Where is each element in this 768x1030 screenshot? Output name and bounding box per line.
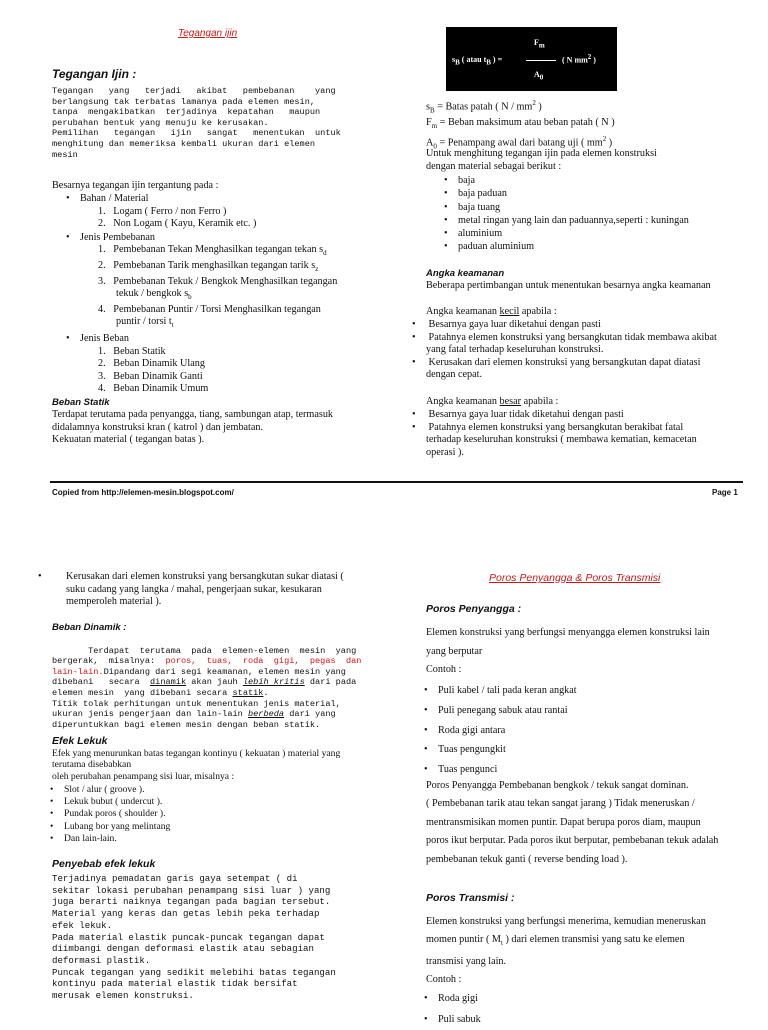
list-item: • Lekuk bubut ( undercut ). (64, 796, 170, 808)
formula-unit: ( N $mm^2$ ) (562, 53, 596, 65)
list-item: • Slot / alur ( groove ). (64, 784, 170, 796)
list-item: • aluminium (458, 227, 689, 240)
list-item: • Puli sabuk (438, 1009, 481, 1030)
kecil-list (426, 319, 746, 382)
list-item-cont: yang fatal terhadap keseluruhan konstruksi. (426, 344, 604, 356)
fraction-bar (526, 60, 556, 61)
poros-title: Poros Penyangga & Poros Transmisi (489, 572, 661, 584)
list-item: • Tuas pengunci (438, 760, 577, 780)
efek-lekuk-heading: Efek Lekuk (52, 735, 108, 747)
text-line: mentransmisikan momen puntir. Dapat berupa poros diam, maupun (426, 816, 701, 828)
text-line: pembebanan tekuk ganti ( reverse bending load ). (426, 853, 628, 865)
list-item-cont: tekuk / bengkok $s_b$ (116, 288, 192, 302)
list-item: • Kerusakan dari elemen konstruksi yang bersangkutan dapat diatasi (426, 357, 746, 370)
list-item: • paduan aluminium (458, 240, 689, 253)
list-item: • baja tuang (458, 201, 689, 214)
text-line: terutama disebabkan (52, 759, 132, 771)
text-line: oleh perubahan penampang sisi luar, misalnya : (52, 770, 235, 782)
list-item: 4. Pembebanan Puntir / Torsi Menghasilkan tegangan (98, 303, 321, 315)
list-item: • Kerusakan dari elemen konstruksi yang bersangkutan sukar diatasi ( (52, 571, 382, 584)
efek-lekuk-list (64, 784, 170, 845)
list-item-cont: memperoleh material ). (66, 596, 162, 608)
text-line: ( Pembebanan tarik atau tekan sangat jarang ) Tidak meneruskan / (426, 798, 695, 810)
text-line: Terdapat terutama pada penyangga, tiang, sambungan atap, termasuk (52, 409, 334, 420)
text-line: Efek yang menurunkan batas tegangan kontinyu ( kekuatan ) material yang (52, 748, 341, 759)
list-item: • baja paduan (458, 187, 689, 200)
list-item: 2. Pembebanan Tarik menghasilkan tegangan tarik $s_z$ (98, 260, 319, 274)
formula-lhs: $s_B$ ( atau $t_B$ ) = (452, 55, 503, 67)
poros-transmisi-heading: Poros Transmisi : (426, 892, 515, 904)
beban-dinamik-heading: Beban Dinamik : (52, 622, 127, 633)
list-item: • Roda gigi (438, 988, 481, 1009)
bahan-list (80, 193, 380, 396)
formula-numerator: $F_m$ (534, 38, 545, 50)
list-item-cont: terhadap keseluruhan konstruksi ( membawa kematian, kemacetan (426, 434, 697, 446)
text-line: Poros Penyangga Pembebanan bengkok / tekuk sangat dominan. (426, 780, 689, 791)
list-item: 2. Beban Dinamik Ulang (98, 358, 205, 370)
footer-page-number: Page 1 (712, 488, 738, 497)
list-item: 3. Pembebanan Tekuk / Bengkok Menghasilkan tegangan (98, 275, 338, 287)
list-item-cont: dengan cepat. (426, 369, 483, 381)
poros-penyangga-heading: Poros Penyangga : (426, 603, 522, 615)
list-item: 1. Logam ( Ferro / non Ferro ) (98, 205, 227, 217)
list-item: • Dan lain-lain. (64, 833, 170, 845)
formula-box (446, 27, 617, 91)
list-item: • Roda gigi antara (438, 721, 577, 741)
list-item: • Puli penegang sabuk atau rantai (438, 701, 577, 721)
list-item: • Besarnya gaya luar diketahui dengan pasti (426, 319, 746, 332)
angka-text: Beberapa pertimbangan untuk menentukan besarnya angka keamanan (426, 280, 711, 291)
list-item: • Patahnya elemen konstruksi yang bersangkutan tidak membawa akibat (426, 332, 746, 345)
list-item: • Patahnya elemen konstruksi yang bersangkutan berakibat fatal (426, 422, 746, 435)
penyangga-text: Elemen konstruksi yang berfungsi menyangga elemen konstruksi lain yang berputar Contoh : (426, 627, 710, 676)
efek-lekuk-text (52, 748, 340, 782)
angka-keamanan-heading: Angka keamanan (426, 268, 505, 279)
text-line: didalamnya konstruksi kran ( katrol ) dan jembatan. (52, 421, 264, 433)
text-line: poros ikut berputar. Pada poros ikut berputar, pembebanan tekuk adalah (426, 835, 719, 847)
text-line: Kekuatan material ( tegangan batas ). (52, 434, 205, 446)
list-item: • Puli kabel / tali pada keran angkat (438, 681, 577, 701)
list-item: • Jenis Beban (80, 333, 380, 346)
list-item-cont: suku cadang yang langka / mahal, pengerjaan sukar, kesukaran (66, 583, 322, 595)
kerusakan-item (52, 571, 382, 609)
beban-statik-heading: Beban Statik (52, 397, 110, 408)
list-item-cont: puntir / torsi $t_t$ (116, 316, 174, 330)
list-item: 4. Beban Dinamik Umum (98, 383, 209, 395)
list-item: 3. Beban Dinamik Ganti (98, 370, 203, 382)
list-item: • Lubang bor yang melintang (64, 821, 170, 833)
depends-label: Besarnya tegangan ijin tergantung pada : (52, 180, 219, 191)
tegangan-ijin-heading: Tegangan Ijin : (52, 67, 137, 81)
footer-divider (50, 481, 743, 483)
penyebab-heading: Penyebab efek lekuk (52, 858, 156, 870)
besar-label: Angka keamanan besar apabila : (426, 396, 559, 407)
penyangga-paragraph (426, 777, 744, 869)
materials-list (458, 174, 689, 254)
untuk-text: Untuk menghitung tegangan ijin pada elemen konstruksi dengan material sebagai berikut : (426, 148, 657, 172)
transmisi-text: Elemen konstruksi yang berfungsi menerima, kemudian meneruskan momen puntir ( $M_t$ ) dari elemen transmisi yang satu ke elemen transmisi yang lain. Contoh : (426, 916, 706, 986)
list-item: • baja (458, 174, 689, 187)
formula-definitions: $s_B$ = Batas patah ( N / $mm^2$ ) $F_m$ = Beban maksimum atau beban patah ( N ) $A_0$ = Penampang awal dari batang uji ( $mm^2$ ) (426, 99, 615, 151)
list-item: • Bahan / Material (80, 193, 380, 206)
besar-list (426, 409, 746, 459)
list-item-cont: operasi ). (426, 446, 464, 458)
beban-statik-text (52, 409, 333, 447)
page1-title: Tegangan ijin (178, 28, 238, 39)
beban-dinamik-text: Terdapat terutama pada elemen-elemen mesin yang bergerak, misalnya: poros, tuas, roda gigi, pegas dan lain-lain.Dipandang dari segi keamanan, elemen mesin yang dibebani secara dinamik akan jauh lebih kritis dari pada elemen mesin yang dibebani secara statik. Titik tolak perhitungan untuk menentukan jenis material, ukuran jenis pengerjaan dan lain-lain berbeda dari yang diperuntukkan bagi elemen mesin dengan beban statik. (52, 645, 362, 730)
kecil-label: Angka keamanan kecil apabila : (426, 306, 557, 317)
list-item: • Pundak poros ( shoulder ). (64, 808, 170, 820)
list-item: 1. Pembebanan Tekan Menghasilkan tegangan tekan $s_d$ (98, 244, 327, 258)
penyangga-list (438, 681, 577, 780)
list-item: 1. Beban Statik (98, 345, 166, 357)
list-item: • Besarnya gaya luar tidak diketahui dengan pasti (426, 409, 746, 422)
intro-paragraph: Tegangan yang terjadi akibat pembebanan yang berlangsung tak terbatas lamanya pada elemen mesin, tanpa mengakibatkan terjadinya kepatahan maupun perubahan bentuk yang menuju ke kerusakan. Pemilihan tegangan ijin sangat menentukan untuk menghitung dan memeriksa kembali ukuran dari elemen mesin (52, 86, 341, 160)
formula-denominator: $A_0$ (534, 70, 544, 82)
list-item: • Jenis Pembebanan (80, 232, 380, 245)
footer-source-link[interactable]: Copied from http://elemen-mesin.blogspot.com/ (52, 488, 234, 497)
list-item: 2. Non Logam ( Kayu, Keramik etc. ) (98, 218, 257, 230)
list-item: • metal ringan yang lain dan paduannya,seperti : kuningan (458, 214, 689, 227)
penyebab-text: Terjadinya pemadatan garis gaya setempat ( di sekitar lokasi perubahan penampang sisi luar ) yang juga berarti naiknya tegangan pada bagian tersebut. Material yang keras dan getas lebih peka terhadap efek lekuk. Pada material elastik puncak-puncak tegangan dapat diimbangi dengan deformasi elastik atau sebagian deformasi plastik. Puncak tegangan yang sedikit melebihi batas tegangan kontinyu pada material elastik tidak bersifat merusak elemen konstruksi. (52, 873, 336, 1002)
list-item: • Tuas pengungkit (438, 740, 577, 760)
